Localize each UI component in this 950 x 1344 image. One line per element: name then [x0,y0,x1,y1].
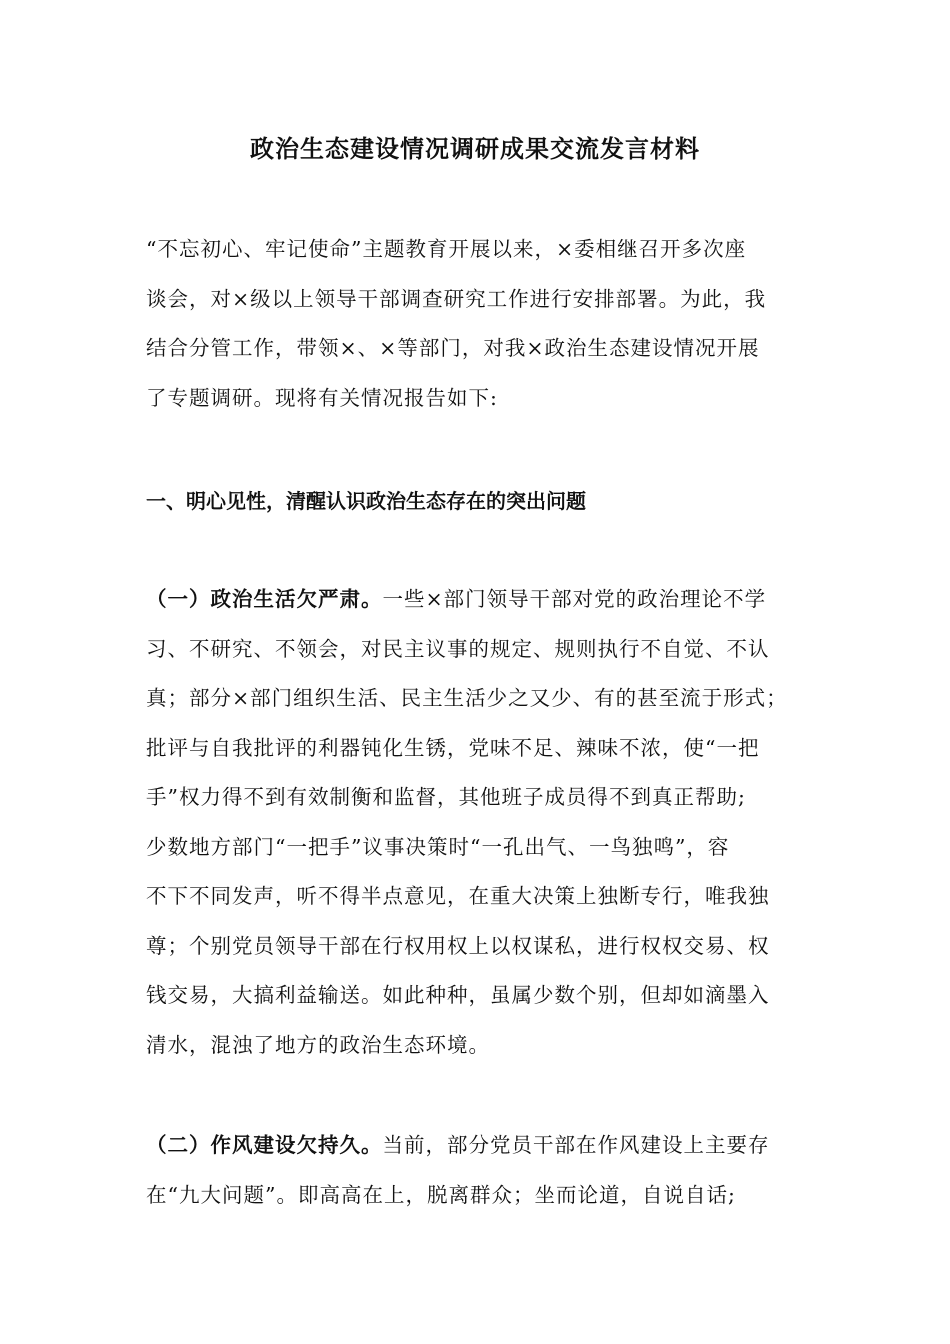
paragraph-line: 尊；个别党员领导干部在行权用权上以权谋私，进行权权交易、权 [146,933,770,958]
intro-paragraph [146,225,826,423]
paragraph-line: 习、不研究、不领会，对民主议事的规定、规则执行不自觉、不认 [146,636,770,661]
paragraph-line: 清水，混浊了地方的政治生态环境。 [146,1032,490,1057]
paragraph-line: 批评与自我批评的利器钝化生锈，党味不足、辣味不浓，使“一把 [146,735,760,760]
paragraph-lead: （一）政治生活欠严肃。 [146,587,383,611]
document-title: 政治生态建设情况调研成果交流发言材料 [250,134,700,163]
paragraph-line [146,1121,826,1171]
paragraph-line: 不下不同发声，听不得半点意见，在重大决策上独断专行，唯我独 [146,884,770,908]
intro-line: 了专题调研。现将有关情况报告如下: [146,385,498,410]
intro-line: 结合分管工作，带领×、×等部门，对我×政治生态建设情况开展 [146,336,760,360]
intro-line: 谈会，对×级以上领导干部调查研究工作进行安排部署。为此，我 [146,286,767,311]
paragraph-line [146,575,826,625]
paragraph-line: 真；部分×部门组织生活、民主生活少之又少、有的甚至流于形式； [146,686,788,710]
paragraph-text: 当前，部分党员干部在作风建设上主要存 [382,1133,770,1157]
paragraph-text: 一些×部门领导干部对党的政治理论不学 [382,587,767,611]
paragraph-line: 手”权力得不到有效制衡和监督，其他班子成员得不到真正帮助; [146,785,746,809]
intro-line: “不忘初心、牢记使命”主题教育开展以来，×委相继召开多次座 [146,237,747,261]
paragraph-line: 钱交易，大搞利益输送。如此种种，虽属少数个别，但却如滴墨入 [146,983,770,1007]
paragraph-lead: （二）作风建设欠持久。 [146,1133,383,1157]
paragraph-line: 在“九大问题”。即高高在上，脱离群众；坐而论道，自说自话; [146,1182,736,1207]
paragraph-line: 少数地方部门“一把手”议事决策时“一孔出气、一鸟独鸣”，容 [146,834,730,859]
paragraph-work-style [146,1121,826,1220]
paragraph-political-life [146,575,826,1070]
section-heading: 一、明心见性，清醒认识政治生态存在的突出问题 [146,489,586,513]
